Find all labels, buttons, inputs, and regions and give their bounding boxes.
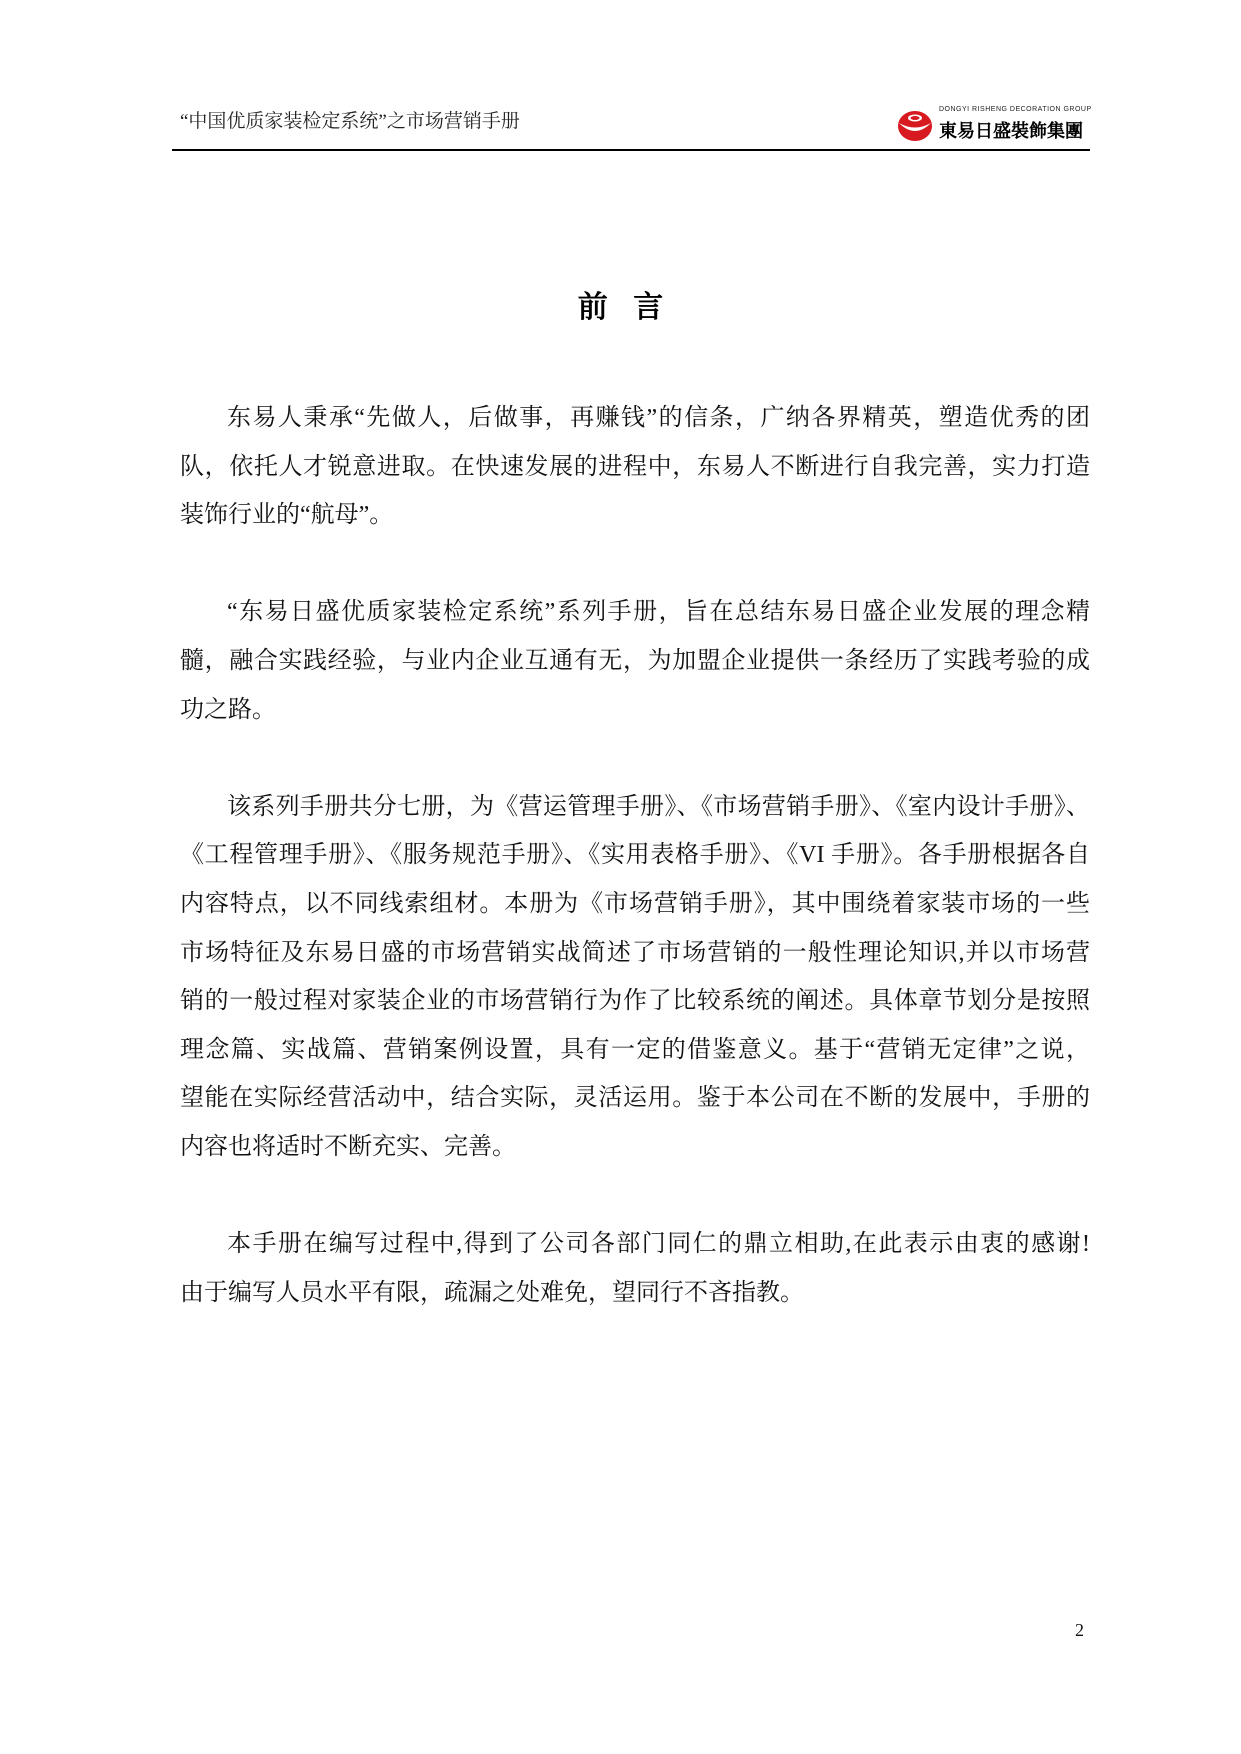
paragraph-line: 销的一般过程对家装企业的市场营销行为作了比较系统的阐述。具体章节划分是按照 (180, 988, 1090, 1015)
paragraph (180, 783, 1090, 1172)
logo-caption: DONGYI RISHENG DECORATION GROUP (939, 106, 1092, 113)
page-number: 2 (1075, 1620, 1084, 1640)
paragraph-line: 《工程管理手册》、《服务规范手册》、《实用表格手册》、《VI 手册》。各手册根据各自 (180, 842, 1090, 869)
paragraph-line: 装饰行业的“航母”。 (180, 502, 394, 529)
paragraph-line: “东易日盛优质家装检定系统”系列手册，旨在总结东易日盛企业发展的理念精 (227, 599, 1090, 626)
paragraph-line: 内容也将适时不断充实、完善。 (180, 1133, 516, 1160)
preface-title: 前 言 (577, 291, 664, 324)
paragraph-line: 本手册在编写过程中,得到了公司各部门同仁的鼎立相助,在此表示由衷的感谢! (227, 1231, 1090, 1258)
logo-emblem-icon (895, 108, 935, 142)
paragraph-line: 理念篇、实战篇、营销案例设置，具有一定的借鉴意义。基于“营销无定律”之说， (180, 1036, 1090, 1063)
paragraph-line: 功之路。 (180, 696, 276, 723)
paragraph (180, 588, 1090, 734)
paragraph-line: 髓，融合实践经验，与业内企业互通有无，为加盟企业提供一条经历了实践考验的成 (180, 647, 1090, 674)
paragraph-line: 该系列手册共分七册，为《营运管理手册》、《市场营销手册》、《室内设计手册》、 (227, 793, 1090, 820)
company-logo (895, 104, 1092, 144)
paragraph (180, 394, 1090, 540)
paragraph (180, 1220, 1090, 1317)
paragraph-line: 由于编写人员水平有限，疏漏之处难免，望同行不吝指教。 (180, 1279, 804, 1306)
paragraph-line: 市场特征及东易日盛的市场营销实战简述了市场营销的一般性理论知识,并以市场营 (180, 939, 1090, 966)
logo-wordmark: 東易日盛裝飾集團 (939, 121, 1083, 141)
preface-body (180, 394, 1090, 1366)
header-divider (172, 149, 1090, 151)
paragraph-line: 东易人秉承“先做人，后做事，再赚钱”的信条，广纳各界精英，塑造优秀的团 (227, 405, 1090, 431)
paragraph-line: 队，依托人才锐意进取。在快速发展的进程中，东易人不断进行自我完善，实力打造 (180, 453, 1090, 480)
running-header-title: “中国优质家装检定系统”之市场营销手册 (180, 111, 520, 132)
paragraph-line: 内容特点，以不同线索组材。本册为《市场营销手册》，其中围绕着家装市场的一些 (180, 890, 1090, 917)
paragraph-line: 望能在实际经营活动中，结合实际，灵活运用。鉴于本公司在不断的发展中，手册的 (180, 1085, 1090, 1112)
